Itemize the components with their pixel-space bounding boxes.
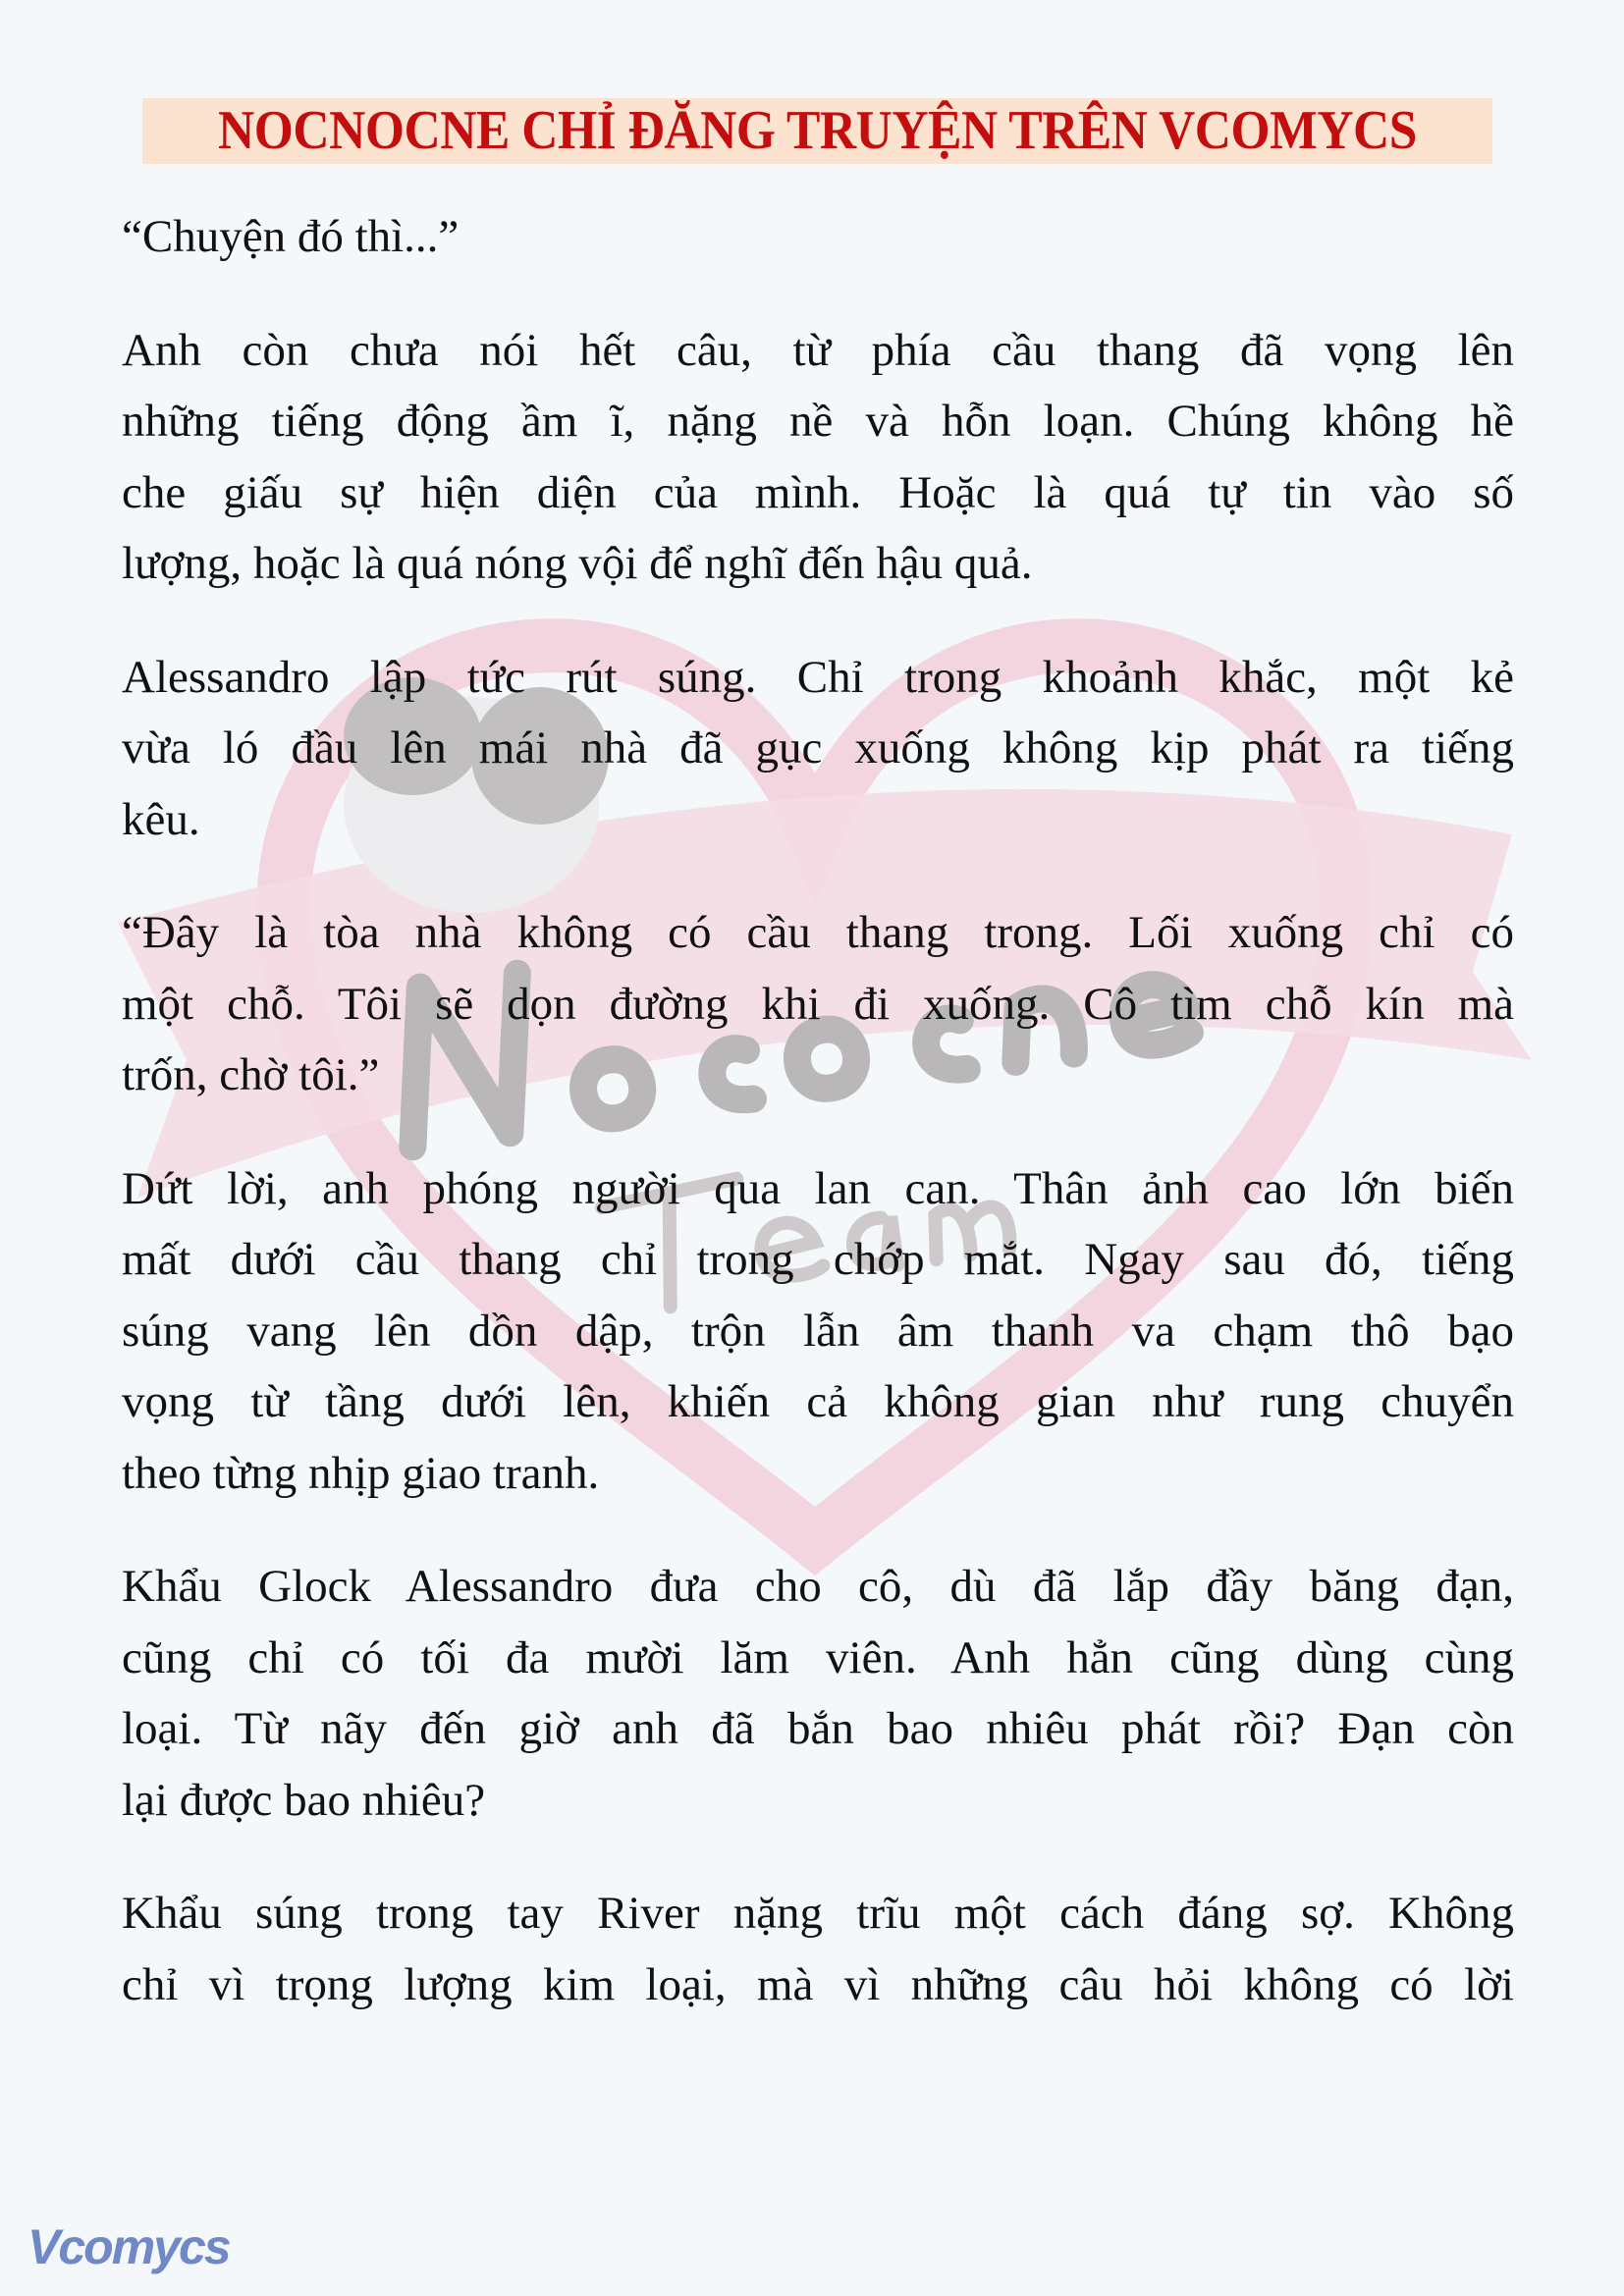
svg-text:Vcomycs: Vcomycs xyxy=(27,2220,230,2274)
paragraph xyxy=(122,897,1514,1111)
text-line: loại. Từ nãy đến giờ anh đã bắn bao nhiêu phát rồi? Đạn còn xyxy=(122,1703,1514,1754)
text-line: Dứt lời, anh phóng người qua lan can. Thân ảnh cao lớn biến xyxy=(122,1162,1514,1214)
text-line: “Chuyện đó thì...” xyxy=(122,211,460,262)
text-line: súng vang lên dồn dập, trộn lẫn âm thanh va chạm thô bạo xyxy=(122,1305,1514,1357)
text-line: Khẩu Glock Alessandro đưa cho cô, dù đã lắp đầy băng đạn, xyxy=(122,1561,1514,1612)
vcomycs-logo xyxy=(27,2220,253,2279)
text-line: kêu. xyxy=(122,793,200,845)
text-line: những tiếng động ầm ĩ, nặng nề và hỗn loạn. Chúng không hề xyxy=(122,396,1514,447)
paragraph xyxy=(122,1153,1514,1510)
text-line: mất dưới cầu thang chỉ trong chớp mắt. Ngay sau đó, tiếng xyxy=(122,1234,1514,1285)
paragraph xyxy=(122,201,1514,273)
banner-text: NOCNOCNE CHỈ ĐĂNG TRUYỆN TRÊN VCOMYCS xyxy=(217,100,1418,161)
text-line: Alessandro lập tức rút súng. Chỉ trong khoảnh khắc, một kẻ xyxy=(122,651,1514,703)
text-line: che giấu sự hiện diện của mình. Hoặc là quá tự tin vào số xyxy=(122,466,1514,518)
paragraph xyxy=(122,642,1514,856)
text-line: vừa ló đầu lên mái nhà đã gục xuống không kịp phát ra tiếng xyxy=(122,722,1514,774)
text-line: theo từng nhịp giao tranh. xyxy=(122,1447,600,1499)
text-line: chỉ vì trọng lượng kim loại, mà vì những câu hỏi không có lời xyxy=(122,1958,1514,2010)
text-line: Anh còn chưa nói hết câu, từ phía cầu thang đã vọng lên xyxy=(122,324,1514,376)
paragraph xyxy=(122,1878,1514,2020)
story-text xyxy=(122,201,1514,2062)
text-line: trốn, chờ tôi.” xyxy=(122,1049,380,1100)
text-line: cũng chỉ có tối đa mười lăm viên. Anh hẳn cũng dùng cùng xyxy=(122,1631,1514,1683)
text-line: lượng, hoặc là quá nóng vội để nghĩ đến hậu quả. xyxy=(122,538,1033,589)
text-line: lại được bao nhiêu? xyxy=(122,1774,486,1826)
paragraph xyxy=(122,315,1514,600)
text-line: “Đây là tòa nhà không có cầu thang trong. Lối xuống chỉ có xyxy=(122,907,1514,958)
header-banner xyxy=(142,98,1492,164)
text-line: Khẩu súng trong tay River nặng trĩu một cách đáng sợ. Không xyxy=(122,1888,1514,1939)
text-line: vọng từ tầng dưới lên, khiến cả không gian như rung chuyển xyxy=(122,1376,1514,1427)
text-line: một chỗ. Tôi sẽ dọn đường khi đi xuống. Cô tìm chỗ kín mà xyxy=(122,978,1514,1030)
paragraph xyxy=(122,1551,1514,1836)
